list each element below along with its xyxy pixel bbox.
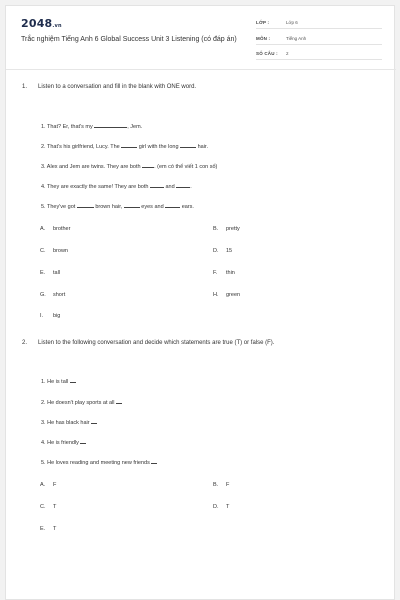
q1-item-2-blank-2[interactable]	[180, 144, 196, 148]
q1-option-i[interactable]	[40, 313, 60, 319]
q1-item-4-blank-1[interactable]	[150, 184, 164, 188]
meta-subject-value: Tiếng Anh	[286, 36, 307, 41]
q2-option-d[interactable]	[213, 504, 229, 510]
q2-option-b-letter: B.	[213, 482, 219, 488]
q1-item-2-blank-1[interactable]	[121, 144, 137, 148]
question-2-prompt: Listen to the following conversation and decide which statements are true (T) or false (F).	[38, 340, 275, 346]
q2-option-a-letter: A.	[40, 482, 46, 488]
q1-item-3-blank-1[interactable]	[142, 164, 154, 168]
q1-option-i-letter: I.	[40, 313, 44, 319]
q1-item-3-text-b: . (em có thể viết 1 con số)	[154, 164, 218, 170]
q1-item-5-text-b: brown hair,	[93, 204, 124, 210]
q1-item-4-text-c: .	[190, 184, 192, 190]
q1-option-d-text: 15	[226, 248, 233, 254]
q2-option-c-text: T	[53, 504, 57, 510]
q1-item-5-text-d: ears.	[180, 204, 194, 210]
q2-item-3-blank[interactable]	[91, 420, 97, 424]
logo-main-text: 2048	[21, 17, 53, 30]
q1-option-d[interactable]	[213, 248, 232, 254]
q1-option-i-text: big	[53, 313, 61, 319]
q1-option-g[interactable]	[40, 292, 65, 298]
q1-option-b-letter: B.	[213, 226, 219, 232]
q2-item-2	[41, 400, 122, 406]
meta-count-key: SỐ CÂU :	[256, 51, 278, 56]
q2-option-c[interactable]	[40, 504, 56, 510]
meta-subject-key: MÔN :	[256, 36, 271, 41]
q2-option-d-letter: D.	[213, 504, 219, 510]
q2-item-3-text: 3. He has black hair	[41, 420, 92, 426]
q1-option-d-letter: D.	[213, 248, 219, 254]
question-2-number: 2.	[22, 340, 28, 346]
q2-item-1	[41, 379, 76, 385]
q2-item-4-text: 4. He is friendly	[41, 440, 81, 446]
q1-item-1-text-b: , Jem.	[127, 124, 143, 130]
worksheet-header	[6, 6, 396, 70]
q2-item-4	[41, 440, 86, 446]
meta-class-row	[256, 17, 382, 29]
q1-item-4-text-a: 4. They are exactly the same! They are both	[41, 184, 150, 190]
q1-option-g-letter: G.	[40, 292, 46, 298]
q1-item-2-text-b: girl with the long	[137, 144, 181, 150]
q1-option-f-text: thin	[226, 270, 235, 276]
q1-item-5	[41, 204, 194, 210]
q1-item-3-text-a: 3. Alex and Jem are twins. They are both	[41, 164, 143, 170]
q1-option-e-letter: E.	[40, 270, 46, 276]
q1-item-2	[41, 144, 208, 150]
question-2-heading	[22, 340, 274, 346]
q1-option-b[interactable]	[213, 226, 240, 232]
site-logo[interactable]	[21, 17, 62, 30]
q2-item-1-blank[interactable]	[70, 379, 76, 383]
q1-item-2-text-c: hair.	[196, 144, 208, 150]
q2-item-5-text: 5. He loves reading and meeting new friends	[41, 460, 152, 466]
q1-item-1-text-a: 1. That? Er, that's my	[41, 124, 95, 130]
q2-option-a[interactable]	[40, 482, 56, 488]
q2-option-b-text: F	[226, 482, 230, 488]
q2-option-e-text: T	[53, 526, 57, 532]
q1-item-5-text-a: 5. They've got	[41, 204, 77, 210]
q2-option-a-text: F	[53, 482, 57, 488]
q2-item-3	[41, 420, 97, 426]
q1-option-e-text: tall	[53, 270, 61, 276]
q1-item-5-text-c: eyes and	[139, 204, 166, 210]
q1-option-b-text: pretty	[226, 226, 240, 232]
q1-item-3	[41, 164, 217, 170]
q2-option-c-letter: C.	[40, 504, 46, 510]
q1-item-5-blank-1[interactable]	[77, 204, 94, 208]
q1-option-h-text: green	[226, 292, 241, 298]
q2-option-d-text: T	[226, 504, 230, 510]
q1-item-1	[41, 124, 142, 130]
q2-item-1-text: 1. He is tall	[41, 379, 70, 385]
worksheet-title: Trắc nghiệm Tiếng Anh 6 Global Success Unit 3 Listening (có đáp án)	[21, 36, 237, 43]
meta-class-value: Lớp 6	[286, 20, 298, 25]
q1-item-4-text-b: and	[163, 184, 177, 190]
q1-item-2-text-a: 2. That's his girlfriend, Lucy. The	[41, 144, 122, 150]
question-1-prompt: Listen to a conversation and fill in the blank with ONE word.	[38, 84, 197, 90]
q1-option-a-letter: A.	[40, 226, 46, 232]
q1-item-4-blank-2[interactable]	[176, 184, 190, 188]
q1-item-4	[41, 184, 192, 190]
q2-option-e-letter: E.	[40, 526, 46, 532]
question-1-heading	[22, 84, 196, 90]
q2-item-5-blank[interactable]	[151, 460, 157, 464]
q1-option-c-letter: C.	[40, 248, 46, 254]
q2-option-b[interactable]	[213, 482, 229, 488]
q1-item-1-blank-1[interactable]	[94, 124, 127, 128]
q2-item-4-blank[interactable]	[80, 440, 86, 444]
meta-subject-row	[256, 33, 382, 45]
q2-item-2-blank[interactable]	[116, 400, 122, 404]
logo-suffix-text: .vn	[52, 23, 62, 29]
q2-option-e[interactable]	[40, 526, 56, 532]
q1-option-e[interactable]	[40, 270, 60, 276]
q1-option-h-letter: H.	[213, 292, 219, 298]
q2-item-5	[41, 460, 157, 466]
q2-item-2-text: 2. He doesn't play sports at all	[41, 400, 117, 406]
q1-option-g-text: short	[53, 292, 66, 298]
q1-item-5-blank-3[interactable]	[165, 204, 180, 208]
q1-option-c-text: brown	[53, 248, 68, 254]
worksheet-page	[5, 5, 395, 600]
q1-option-c[interactable]	[40, 248, 68, 254]
q1-option-f[interactable]	[213, 270, 235, 276]
meta-count-value: 2	[286, 51, 289, 56]
q1-option-f-letter: F.	[213, 270, 218, 276]
q1-item-5-blank-2[interactable]	[124, 204, 140, 208]
meta-count-row	[256, 48, 382, 60]
q1-option-a[interactable]	[40, 226, 70, 232]
q1-option-a-text: brother	[53, 226, 71, 232]
meta-class-key: LỚP :	[256, 20, 270, 25]
question-1-number: 1.	[22, 84, 28, 90]
q1-option-h[interactable]	[213, 292, 240, 298]
